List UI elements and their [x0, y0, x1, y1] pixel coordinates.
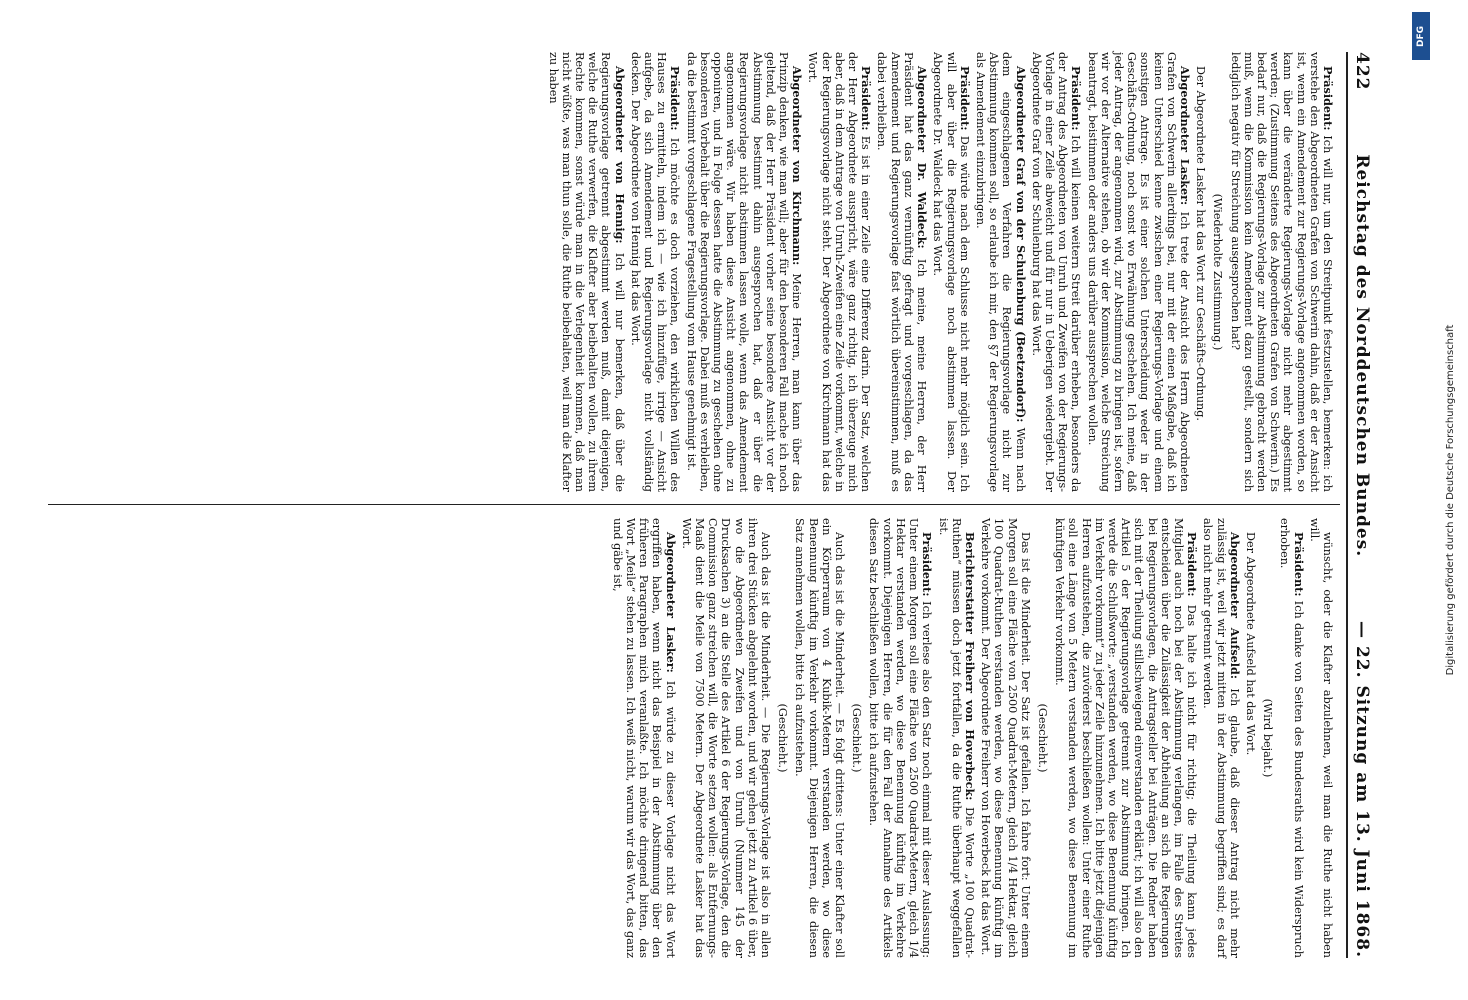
- paragraph: [936, 518, 976, 958]
- paragraph: [611, 518, 677, 958]
- paragraph-text: Auch das ist die Minderheit. — Es folgt drittens: Unter einer Klafter soll ein Körperraum von 4 Kubik-Metern verstanden werden, wo diese Benennung künftig im Verkehr vorkommt. Diejenigen Herren, die diesen Satz annehmen wollen, bitte ich aufzustehen.: [793, 518, 847, 958]
- left-column: [543, 52, 1334, 492]
- paragraph-text: Es ist in einer Zeile eine Differenz darin. Der Satz, welchen der Herr Abgeordnete ausspricht, wäre ganz richtig, ich überzeuge mich aber, daß in dem Antrage von Unruh-Zweifen eine Zeile vorkommt, welche in der Regierungsvorlage nicht steht. Der Abgeordnete von Kirchmann hat das Wort.: [806, 52, 873, 492]
- column-divider: [48, 504, 1340, 505]
- paragraph-text: Ich möchte es doch vorziehen, den wirklichen Willen des Hauses zu ermitteln, indem ich — wie ich hinzufüge, irrige — Ansicht aufgebe, da sich Amendement und Regierungsvorlage nicht vollständig decken. Der Abgeordnete von Hennig hat das Wort.: [628, 52, 682, 492]
- paragraph-text: wünscht, oder die Klafter abzulehnen, weil man die Ruthe nicht haben will.: [1307, 518, 1334, 958]
- speaker-name: Präsident:: [920, 532, 935, 597]
- rotated-page: [40, 40, 1392, 970]
- paragraph-text: Ich will keinen weitern Streit darüber erheben, besonders da der Antrag des Abgeordneten von Unruh und Zweifen von der Regierungs-Vorlage in einer Zeile abweicht und für nur in Ueberigen wiedergiebt. Der Abgeordnete Graf von der Schulenburg hat das Wort.: [1029, 52, 1083, 493]
- paragraph-text: Wenn nach dem eingeschlagenen Verfahren die Regierungsvorlage nicht zur Abstimmung kommen soll, so erlaube ich mir, den §7 der Regierungsvorlage als Amendement einzubringen.: [973, 52, 1027, 492]
- paragraph: [974, 52, 1027, 492]
- paragraph-text: Ich glaube, daß dieser Antrag nicht mehr zulässig ist, weil wir jetzt mitten in der Abstimmung begriffen sind; es darf also nicht mehr getrennt werden.: [1201, 518, 1241, 958]
- paragraph: [867, 518, 933, 958]
- paragraph: [793, 518, 846, 958]
- speaker-name: Präsident:: [1069, 66, 1084, 131]
- stage-direction: (Geschieht.): [850, 703, 864, 773]
- speaker-name: Präsident:: [1321, 66, 1335, 131]
- paragraph-text: Ich will nur, um den Streitpunkt festzustellen, bemerken: ich verstehe den Abgeordneten Grafen von Schwerin dahin, daß er der Ansicht ist, wenn ein Amendement zur Regierungs-Vorlage angenommen worden, so kann über die veränderte Regierungs-Vorlage nicht mehr abgestimmt werden; (Zustimmung Seitens des Abgeordneten Grafen von Schwerin.) Es bedarf nur, daß die Regierungs-Vorlage zur Abstimmung gebracht werden muß, wenn die Kommission kein Amendement dazu gestellt, sondern sich lediglich negativ für Streichung ausgesprochen hat?: [1228, 52, 1334, 492]
- stage-direction: (Wiederholte Zustimmung.): [1211, 193, 1225, 351]
- speaker-name: Abgeordneter Dr. Waldeck:: [915, 66, 930, 249]
- dfg-logo: DFG: [1412, 12, 1430, 60]
- paragraph: [1053, 518, 1198, 958]
- page-header: [1346, 52, 1392, 958]
- paragraph-text: Das ist die Minderheit. Der Satz ist gefallen. Ich fahre fort: Unter einem Morgen soll eine Fläche von 2500 Quadrat-Metern, gleich 1/4 Hektar, gleich 100 Quadrat-Ruthen verstanden werden, wo diese Benennung künftig im Verkehre vorkommt. Der Abgeordnete Freiherr von Hoverbeck hat das Wort.: [979, 518, 1032, 958]
- paragraph-text: Ich meine, meine Herren, der Herr Präsident hat das ganz vernünftig gefragt und vorgeschlagen, da das Amendement und Regierungsvorlage fast wörtlich übereinstimmen, muß es dabei verbleiben.: [875, 52, 929, 492]
- speaker-name: Präsident:: [957, 66, 972, 131]
- paragraph-text: Der Abgeordnete Aufseld hat das Wort.: [1243, 532, 1257, 756]
- paragraph: [1308, 518, 1334, 958]
- stage-direction: (Wird bejaht.): [1261, 698, 1275, 778]
- right-column: [608, 518, 1334, 958]
- digitization-credit: Digitalisierung gefördert durch die Deutsche Forschungsgemeinschaft: [1444, 324, 1456, 676]
- paragraph: [1278, 518, 1304, 958]
- speaker-name: Abgeordneter Lasker:: [663, 532, 678, 673]
- paragraph-text: Ich danke von Seiten des Bundesraths wird kein Widerspruch erhoben.: [1278, 518, 1305, 958]
- paragraph: [684, 52, 803, 492]
- speaker-name: Präsident:: [1185, 532, 1200, 597]
- digitization-sidebar: [1396, 0, 1456, 1000]
- speaker-name: Abgeordneter Lasker:: [1177, 66, 1192, 206]
- paragraph: [931, 52, 971, 492]
- speaker-name: Abgeordneter von Kirchmann:: [790, 66, 805, 266]
- stage-direction: (Geschieht.): [1035, 703, 1049, 773]
- paragraph: [979, 518, 1032, 958]
- stage-direction: (Geschieht.): [776, 703, 790, 773]
- speaker-name: Berichterstatter Freiherr von Hoverbeck:: [962, 532, 977, 801]
- paragraph-text: Das würde nach dem Schlusse nicht mehr möglich sein. Ich will aber über die Regierungsvorlage noch abstimmen lassen. Der Abgeordnete Dr. Waldeck hat das Wort.: [931, 52, 971, 492]
- header-right-title: — 22. Sitzung am 13. Juni 1868.: [1352, 621, 1372, 958]
- page-number: 422: [1352, 52, 1372, 91]
- paragraph: [1030, 52, 1083, 492]
- speaker-name: Abgeordneter Aufseld:: [1227, 532, 1242, 679]
- speaker-name: Abgeordneter von Hennig:: [612, 66, 627, 244]
- paragraph: [629, 52, 682, 492]
- paragraph-text: Die Worte „100 Quadrat-Ruthen“ müssen doch jetzt fortfallen, da die Ruthe überhaupt weggefallen ist.: [936, 518, 976, 958]
- paragraph: [875, 52, 928, 492]
- paragraph: [806, 52, 872, 492]
- paragraph-text: Ich will nur bemerken, daß über die Regierungsvorlage getrennt abgestimmt werden muß, damit diejenigen, welche die Ruthe verwerfen, die Klafter aber beibehalten wollen, zu ihrem Rechte kommen, sonst würde man in die Verlegenheit kommen, daß man nicht wüßte, was man thun solle, die Ruthe beibehalten, weil man die Klafter zu haben: [546, 52, 626, 492]
- paragraph-text: Der Abgeordnete Lasker hat das Wort zur Geschäfts-Ordnung.: [1194, 66, 1208, 421]
- paragraph: [1085, 52, 1191, 492]
- paragraph: [680, 518, 772, 958]
- paragraph-text: Das halte ich nicht für richtig; die Theilung kann jedes Mitglied auch noch bei der Abstimmung verlangen, im Falle des Streites entscheiden über die Zulässigkeit der Abtheilung an sich die Regierungen bei Regierungsvorlagen, die Antragsteller bei Anträgen. Die Redner haben sich mit der Theilung stillschweigend einverstanden erklärt; ich will also den Artikel 5 der Regierungsvorlage getrennt zur Abstimmung bringen. Ich werde die Schlußworte: „verstanden werden, wo diese Benennung künftig im Verkehr vorkommt“ zu jeder Zeile hinzunehmen. Ich bitte jetzt diejenigen Herren aufzustehen, die zuvörderst beschließen wollen: Unter einer Ruthe soll eine Länge von 5 Metern verstanden werden, wo diese Benennung im künftigen Verkehr vorkommt.: [1053, 518, 1199, 958]
- speaker-name: Präsident:: [859, 66, 874, 131]
- speaker-name: Abgeordneter Graf von der Schulenburg (Beetzendorf):: [1013, 66, 1028, 423]
- paragraph-text: Ich würde zu dieser Vorlage nicht das Wort ergriffen haben, wenn nicht das Beispiel in der Abstimmung über den früheren Paragraphen mich veranlaßte. Ich möchte dringend bitten, das Wort „Meile“ stehen zu lassen. Ich weiß nicht, warum wir das Wort, das ganz und gäbe ist,: [610, 518, 677, 958]
- paragraph: [1201, 518, 1241, 958]
- paragraph: [1228, 52, 1334, 492]
- speaker-name: Präsident:: [668, 66, 683, 131]
- paragraph: [1244, 518, 1257, 958]
- paragraph: [1194, 52, 1207, 492]
- header-left-title: Reichstag des Norddeutschen Bundes.: [1352, 154, 1372, 558]
- speaker-name: Präsident:: [1291, 532, 1306, 597]
- paragraph-text: Ich trete der Ansicht des Herrn Abgeordneten Grafen von Schwerin allerdings bei, nur mit der einen Maßgabe, daß ich keinen Unterschied kenne zwischen einer Regierungs-Vorlage und einem sonstigen Antrage. Es ist einer solchen Unterscheidung weder in der Geschäfts-Ordnung, noch sonst wo Erwähnung geschehen. Ich meine, daß jeder Antrag, der angenommen wird, zur Abstimmung zu bringen ist, sofern wir vor der Alternative stehen, ob wir der Kommission, welche Streichung beantragt, beistimmen oder anders uns darüber aussprechen wollen.: [1085, 52, 1191, 492]
- paragraph-text: Meine Herren, man kann über das Prinzip denken, wie man will; aber für den besonderen Fall mache ich noch geltend, daß der Herr Präsident vorher seine besondere Ansicht vor der Abstimmung bestimmt dahin ausgesprochen hat, daß er über die Regierungsvorlage nicht abstimmen lassen wolle, wenn das Amendement angenommen wäre. Wir haben diese Ansicht angenommen, ohne zu opponiren, und in Folge dessen hatte die Abstimmung zu geschehen ohne besonderen Vorbehalt über die Regierungsvorlage. Dabei muß es verbleiben, da die bestimmt vorgeschlagene Fragestellung vom Hause genehmigt ist.: [684, 52, 804, 492]
- paragraph: [546, 52, 625, 492]
- paragraph-text: Auch das ist die Minderheit. — Die Regierungs-Vorlage ist also in allen ihren drei Stücken abgelehnt worden, und wir gehen jetzt zu Artikel 6 über, wo die Abgeordneten Zweifen und von Unruh (Nummer 145 der Drucksachen 3) an die Stelle des Artikel 6 der Regierungs-Vorlage, den die Commission ganz streichen will, die Worte setzen wollen: als Entfernungs-Maaß dient die Meile von 7500 Metern. Der Abgeordnete Lasker hat das Wort.: [679, 518, 773, 958]
- paragraph-text: Ich verlese also den Satz noch einmal mit dieser Auslassung: Unter einem Morgen soll eine Fläche von 2500 Quadrat-Metern, gleich 1/4 Hektar verstanden werden, wo diese Benennung künftig im Verkehre vorkommt. Diejenigen Herren, die für den Fall der Annahme des Artikels diesen Satz beschließen wollen, bitte ich aufzustehen.: [867, 518, 934, 958]
